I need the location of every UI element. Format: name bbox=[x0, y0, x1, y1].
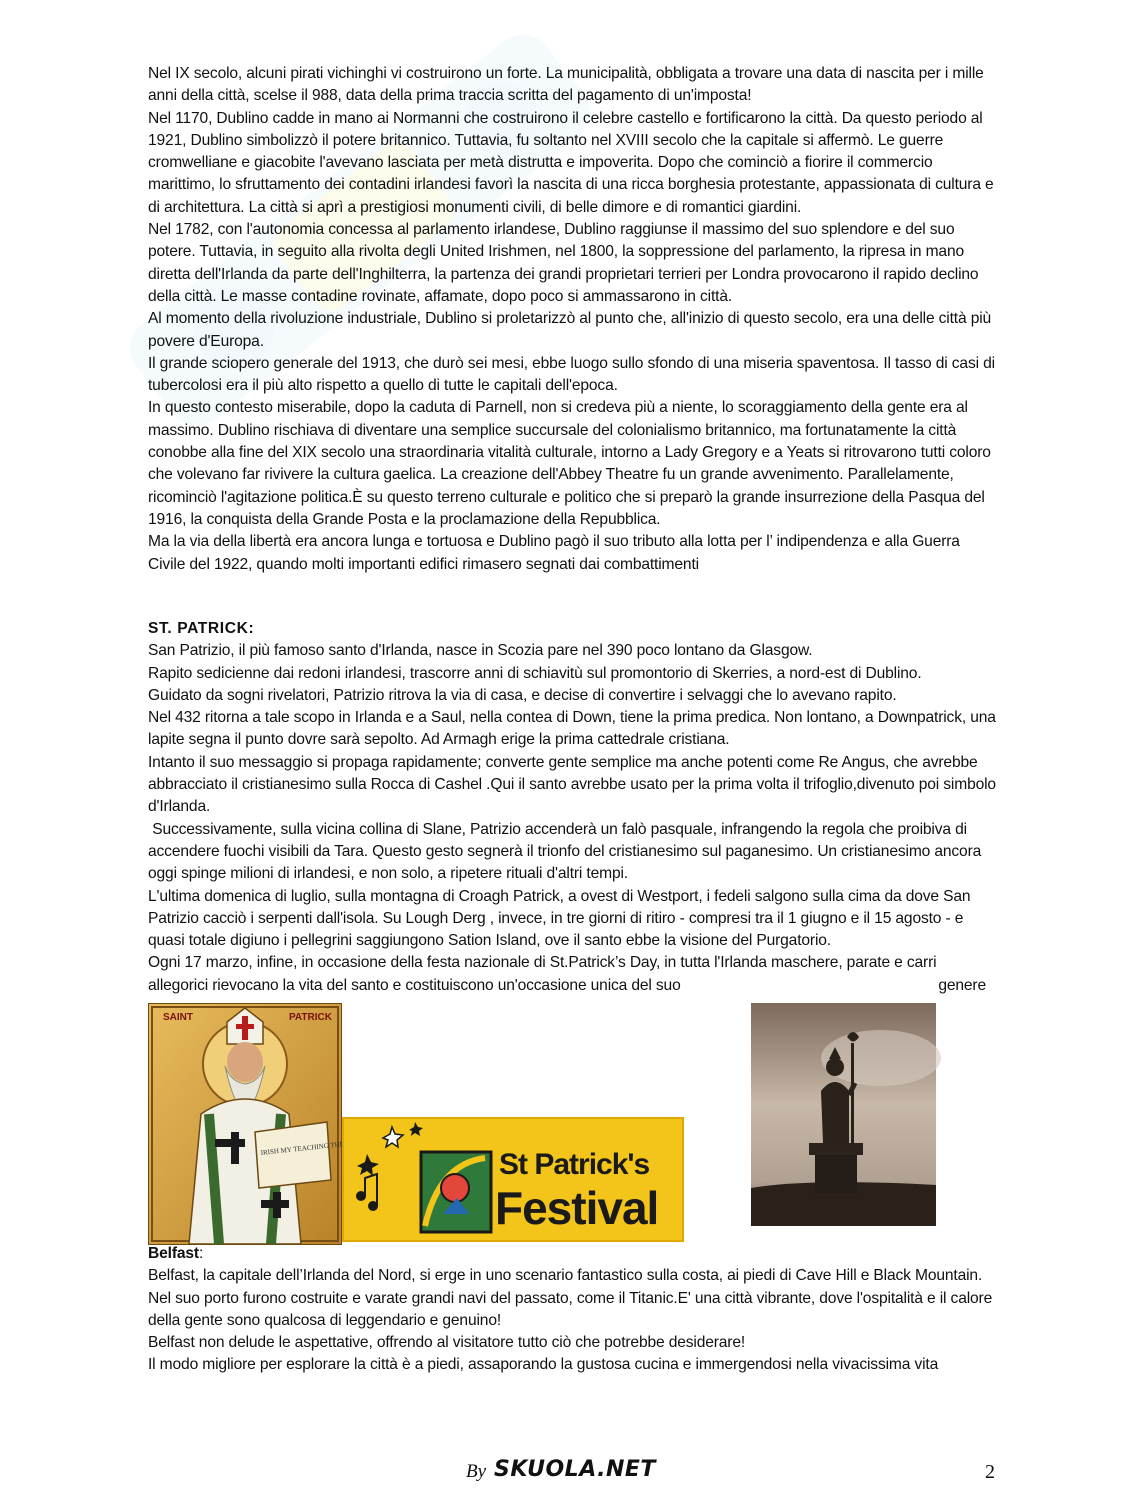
st-patrick-paragraph: San Patrizio, il più famoso santo d'Irlanda, nasce in Scozia pare nel 390 poco lontano da Glasgow. bbox=[148, 642, 813, 660]
history-paragraph: Nel 1782, con l'autonomia concessa al parlamento irlandese, Dublino raggiunse il massimo del suo splendore e del suo potere. Tuttavia, in seguito alla rivolta degli United Irishmen, nel 1800, la soppressione del parlamento, la ripresa in mano diretta dell'Irlanda da parte dell'Inghilterra, la partenza dei grandi proprietari terrieri per Londra provocarono il rapido declino della città. Le masse contadine rovinate, affamate, dopo poco si ammassarono in città. bbox=[148, 221, 979, 305]
st-patrick-section bbox=[148, 618, 998, 997]
dublin-history-section bbox=[148, 63, 998, 576]
last-line-right: genere bbox=[938, 976, 986, 994]
page-number: 2 bbox=[985, 1461, 995, 1483]
st-patricks-festival-logo bbox=[343, 1118, 683, 1241]
st-patrick-paragraph: Guidato da sogni rivelatori, Patrizio ritrova la via di casa, e decise di convertire i selvaggi che lo avevano rapito. bbox=[148, 686, 897, 704]
st-patrick-paragraph: Nel 432 ritorna a tale scopo in Irlanda e a Saul, nella contea di Down, tiene la prima predica. Non lontano, a Downpatrick, una lapite segna il punto dovre sarà sepolto. Ad Armagh erige la prima cattedrale cristiana. bbox=[148, 709, 996, 749]
page-footer bbox=[0, 1457, 1148, 1493]
belfast-paragraph: Belfast, la capitale dell’Irlanda del Nord, si erge in uno scenario fantastico sulla costa, ai piedi di Cave Hill e Black Mountain. Nel suo porto furono costruite e varate grandi navi del passato, come il Titanic.E' una città vibrante, dove l'ospitalità e il calore della gente sono qualcosa di leggendario e genuino! bbox=[148, 1267, 993, 1329]
st-patrick-paragraph: Rapito sedicienne dai redoni irlandesi, trascorre anni di schiavitù sul promontorio di Skerries, a nord-est di Dublino. bbox=[148, 664, 922, 682]
skuola-net-logo: SKUOLA.NET bbox=[494, 1457, 656, 1482]
st-patrick-last-line bbox=[148, 975, 998, 997]
history-paragraph: Il grande sciopero generale del 1913, che durò sei mesi, ebbe luogo sullo sfondo di una miseria spaventosa. Il tasso di casi di tubercolosi era il più alto rispetto a quello di tutte le capitali dell'epoca. bbox=[148, 354, 995, 395]
history-paragraph: In questo contesto miserabile, dopo la caduta di Parnell, non si credeva più a niente, lo scoraggiamento della gente era al massimo. Dublino rischiava di diventare una semplice succursale del colonialismo britannico, ma fortunatamente la città conobbe alla fine del XIX secolo una straordinaria vitalità culturale, intorno a Lady Gregory e a Yeats si ritrovarono tutti coloro che volevano far rivivere la cultura gaelica. La creazione dell'Abbey Theatre fu un grande avvenimento. Parallelamente, ricominciò l'agitazione politica.È su questo terreno culturale e politico che si preparò la grande insurrezione della Pasqua del 1916, la conquista della Grande Posta e la proclamazione della Repubblica. bbox=[148, 399, 991, 528]
icon-label-saint: SAINT bbox=[163, 1012, 193, 1023]
history-paragraph: Al momento della rivoluzione industriale, Dublino si proletarizzò al punto che, all'inizio di questo secolo, era una delle città più povere d'Europa. bbox=[148, 310, 992, 350]
festival-title-line2: Festival bbox=[495, 1182, 659, 1234]
footer-by: By bbox=[466, 1461, 487, 1482]
st-patrick-heading: ST. PATRICK: bbox=[148, 620, 255, 637]
festival-title-line1: St Patrick's bbox=[499, 1148, 650, 1181]
belfast-title-colon: : bbox=[198, 1245, 204, 1262]
history-paragraph: Nel 1170, Dublino cadde in mano ai Normanni che costruirono il celebre castello e fortificarono la città. Da questo periodo al 1921, Dublino simbolizzò il potere britannico. Tuttavia, fu soltanto nel XVIII secolo che la capitale si affermò. Le guerre cromwelliane e giacobite l'avevano lasciata per metà distrutta e impoverita. Dopo che cominciò a fiorire il commercio marittimo, lo sfruttamento dei contadini irlandesi favorì la nascita di una ricca borghesia protestante, appassionata di cultura e di architettura. La città si aprì a prestigiosi monumenti civili, di belle dimore e di romantici giardini. bbox=[148, 109, 994, 216]
st-patrick-paragraph: Intanto il suo messaggio si propaga rapidamente; converte gente semplice ma anche potenti come Re Angus, che avrebbe abbracciato il cristianesimo sulla Rocca di Cashel .Qui il santo avrebbe usato per la prima volta il trifoglio,divenuto poi simbolo d'Irlanda. bbox=[148, 753, 996, 816]
belfast-heading bbox=[148, 1243, 998, 1265]
belfast-paragraph: Belfast non delude le aspettative, offrendo al visitatore tutto ciò che potrebbe desiderare! bbox=[148, 1334, 746, 1352]
st-patrick-paragraph: Ogni 17 marzo, infine, in occasione della festa nazionale di St.Patrick’s Day, in tutta l'Irlanda maschere, parate e carri bbox=[148, 954, 937, 972]
st-patrick-paragraph: L'ultima domenica di luglio, sulla montagna di Croagh Patrick, a ovest di Westport, i fedeli salgono sulla cima da dove San Patrizio cacciò i serpenti dall'isola. Su Lough Derg , invece, in tre giorni di ritiro - compresi tra il 1 giugno e il 15 agosto - e quasi totale digiuno i pellegrini saggiungono Sation Island, ove il santo ebbe la visione del Purgatorio. bbox=[148, 887, 971, 950]
belfast-section bbox=[148, 1243, 998, 1377]
saint-patrick-icon-image bbox=[148, 1003, 345, 1245]
history-paragraph: Nel IX secolo, alcuni pirati vichinghi vi costruirono un forte. La municipalità, obbligata a trovare una data di nascita per i mille anni della città, scelse il 988, data della prima traccia scritta del pagamento di un'imposta! bbox=[148, 65, 984, 105]
belfast-title: Belfast bbox=[148, 1245, 199, 1262]
belfast-paragraph: Il modo migliore per esplorare la città è a piedi, assaporando la gustosa cucina e immergendosi nella vivacissima vita bbox=[148, 1356, 939, 1374]
icon-scroll-text: IRISH MY TEACHING THE bbox=[260, 1140, 345, 1157]
history-paragraph: Ma la via della libertà era ancora lunga e tortuosa e Dublino pagò il suo tributo alla lotta per l’ indipendenza e alla Guerra Civile del 1922, quando molti importanti edifici rimasero segnati dai combattimenti bbox=[148, 533, 960, 573]
st-patrick-statue-photo bbox=[751, 1003, 936, 1226]
icon-label-patrick: PATRICK bbox=[289, 1012, 332, 1023]
st-patrick-paragraph: Successivamente, sulla vicina collina di Slane, Patrizio accenderà un falò pasquale, infrangendo la regola che proibiva di accendere fuochi visibili da Tara. Questo gesto segnerà il trionfo del cristianesimo sul paganesimo. Un cristianesimo ancora oggi spinge milioni di irlandesi, e non solo, a ripetere rituali d'altri tempi. bbox=[148, 820, 986, 883]
last-line-left: allegorici rievocano la vita del santo e costituiscono un'occasione unica del suo bbox=[148, 976, 681, 994]
